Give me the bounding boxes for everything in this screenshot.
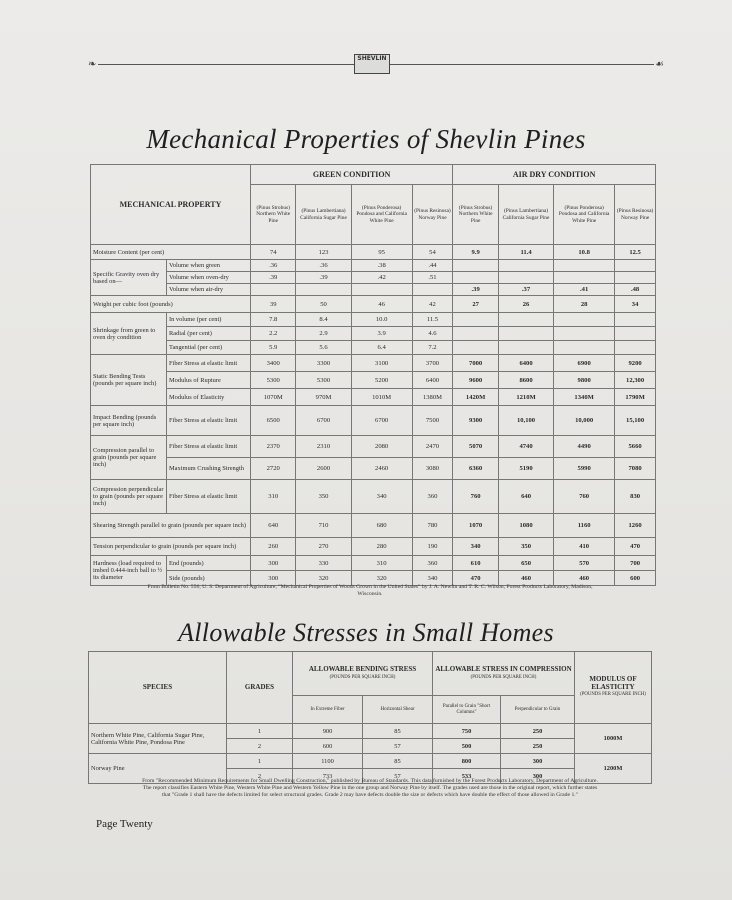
parallel-cell: 750	[433, 724, 501, 739]
value-cell: 640	[251, 514, 296, 538]
property-label: Moisture Content (per cent)	[91, 245, 251, 260]
value-cell: 330	[296, 556, 351, 571]
value-cell: 700	[615, 556, 656, 571]
property-sublabel: Fiber Stress at elastic limit	[167, 480, 251, 514]
group-air-header: AIR DRY CONDITION	[453, 165, 656, 185]
value-cell: 7000	[453, 355, 499, 372]
property-sublabel: Fiber Stress at elastic limit	[167, 355, 251, 372]
value-cell: .41	[554, 284, 615, 296]
value-cell: 340	[351, 480, 412, 514]
fiber-cell: 900	[293, 724, 363, 739]
value-cell	[498, 313, 553, 327]
value-cell: 11.5	[412, 313, 453, 327]
value-cell: 470	[453, 571, 499, 586]
property-group-label: Impact Bending (pounds per square inch)	[91, 406, 167, 436]
value-cell: 5660	[615, 436, 656, 458]
species-header: (Pinus Strobus) Northern White Pine	[453, 185, 499, 245]
perpendicular-grain-header: Perpendicular to Grain	[501, 696, 575, 724]
value-cell	[453, 272, 499, 284]
value-cell: 12.5	[615, 245, 656, 260]
property-group-label: Static Bending Tests (pounds per square inch)	[91, 355, 167, 406]
table-row	[91, 389, 656, 406]
property-sublabel: Modulus of Elasticity	[167, 389, 251, 406]
value-cell: .44	[412, 260, 453, 272]
value-cell: .48	[615, 284, 656, 296]
grade-cell: 1	[227, 724, 293, 739]
horizontal-shear-header: Horizontal Shear	[363, 696, 433, 724]
bending-stress-title: ALLOWABLE BENDING STRESS	[308, 665, 417, 673]
parallel-cell: 533	[433, 769, 501, 784]
value-cell: 1160	[554, 514, 615, 538]
value-cell	[498, 272, 553, 284]
ornament-left-icon: ❧	[88, 59, 97, 70]
value-cell: 460	[554, 571, 615, 586]
page-number: Page Twenty	[96, 818, 153, 830]
value-cell: .36	[251, 260, 296, 272]
value-cell: 5190	[498, 458, 553, 480]
value-cell: 9200	[615, 355, 656, 372]
shear-cell: 57	[363, 769, 433, 784]
extreme-fiber-header: In Extreme Fiber	[293, 696, 363, 724]
value-cell: 34	[615, 296, 656, 313]
table-row	[91, 538, 656, 556]
property-header: MECHANICAL PROPERTY	[91, 165, 251, 245]
perp-cell: 300	[501, 769, 575, 784]
value-cell: 8.4	[296, 313, 351, 327]
table-row	[91, 284, 656, 296]
value-cell: 42	[412, 296, 453, 313]
value-cell: 7.8	[251, 313, 296, 327]
species-cell: Norway Pine	[89, 754, 227, 784]
perp-cell: 250	[501, 739, 575, 754]
value-cell: 74	[251, 245, 296, 260]
modulus-cell: 1000M	[575, 724, 652, 754]
mechanical-properties-table	[90, 164, 656, 586]
property-group-label: Hardness (load required to imbed 0.444-inch ball to ½ its diameter	[91, 556, 167, 586]
value-cell: 2600	[296, 458, 351, 480]
property-group-label: Specific Gravity oven dry based on—	[91, 260, 167, 296]
value-cell: 54	[412, 245, 453, 260]
value-cell: 340	[412, 571, 453, 586]
value-cell: 2310	[296, 436, 351, 458]
species-header: (Pinus Resinosa) Norway Pine	[615, 185, 656, 245]
value-cell	[351, 284, 412, 296]
value-cell: 7.2	[412, 341, 453, 355]
shear-cell: 85	[363, 724, 433, 739]
value-cell: 95	[351, 245, 412, 260]
shear-cell: 57	[363, 739, 433, 754]
table-row	[91, 272, 656, 284]
value-cell: 5.9	[251, 341, 296, 355]
value-cell	[498, 327, 553, 341]
value-cell: 470	[615, 538, 656, 556]
value-cell: 320	[296, 571, 351, 586]
value-cell: 300	[251, 556, 296, 571]
value-cell: 123	[296, 245, 351, 260]
value-cell: 650	[498, 556, 553, 571]
table-row	[91, 296, 656, 313]
value-cell: 3400	[251, 355, 296, 372]
value-cell: 1070	[453, 514, 499, 538]
value-cell	[296, 284, 351, 296]
property-sublabel: Volume when oven-dry	[167, 272, 251, 284]
value-cell: 830	[615, 480, 656, 514]
value-cell: 7080	[615, 458, 656, 480]
property-sublabel: Modulus of Rupture	[167, 372, 251, 389]
value-cell: 2470	[412, 436, 453, 458]
property-sublabel: End (pounds)	[167, 556, 251, 571]
property-sublabel: Volume when air-dry	[167, 284, 251, 296]
value-cell: 11.4	[498, 245, 553, 260]
value-cell: 1340M	[554, 389, 615, 406]
value-cell: 310	[251, 480, 296, 514]
value-cell	[554, 260, 615, 272]
value-cell: 270	[296, 538, 351, 556]
value-cell: 50	[296, 296, 351, 313]
value-cell	[615, 341, 656, 355]
value-cell: 9800	[554, 372, 615, 389]
property-label: Tension perpendicular to grain (pounds per square inch)	[91, 538, 251, 556]
value-cell: 300	[251, 571, 296, 586]
value-cell: 6360	[453, 458, 499, 480]
value-cell: 710	[296, 514, 351, 538]
property-sublabel: Tangential (per cent)	[167, 341, 251, 355]
property-sublabel: In volume (per cent)	[167, 313, 251, 327]
value-cell: 5200	[351, 372, 412, 389]
value-cell: 2.9	[296, 327, 351, 341]
shear-cell: 85	[363, 754, 433, 769]
value-cell: 640	[498, 480, 553, 514]
species-header: (Pinus Resinosa) Norway Pine	[412, 185, 453, 245]
value-cell: .39	[453, 284, 499, 296]
fiber-cell: 733	[293, 769, 363, 784]
value-cell	[615, 260, 656, 272]
modulus-header	[575, 652, 652, 724]
value-cell	[615, 272, 656, 284]
allowable-stresses-table	[88, 651, 652, 784]
property-label: Shearing Strength parallel to grain (pounds per square inch)	[91, 514, 251, 538]
value-cell: 10,100	[498, 406, 553, 436]
value-cell: 2460	[351, 458, 412, 480]
value-cell: 280	[351, 538, 412, 556]
table-row	[91, 436, 656, 458]
value-cell: 350	[498, 538, 553, 556]
parallel-grain-header: Parallel to Grain "Short Columns"	[433, 696, 501, 724]
value-cell: 6.4	[351, 341, 412, 355]
value-cell: 5990	[554, 458, 615, 480]
value-cell: 310	[351, 556, 412, 571]
value-cell: 2080	[351, 436, 412, 458]
value-cell: .37	[498, 284, 553, 296]
value-cell: 460	[498, 571, 553, 586]
table-row	[91, 514, 656, 538]
value-cell: .38	[351, 260, 412, 272]
value-cell	[251, 284, 296, 296]
compression-stress-title: ALLOWABLE STRESS IN COMPRESSION	[435, 665, 572, 673]
perp-cell: 300	[501, 754, 575, 769]
value-cell: 10.0	[351, 313, 412, 327]
table-row	[91, 406, 656, 436]
value-cell	[615, 313, 656, 327]
value-cell: 9.9	[453, 245, 499, 260]
value-cell: 4740	[498, 436, 553, 458]
table-row	[91, 372, 656, 389]
value-cell: 1380M	[412, 389, 453, 406]
value-cell: 5070	[453, 436, 499, 458]
value-cell: 26	[498, 296, 553, 313]
value-cell: 360	[412, 556, 453, 571]
modulus-title: MODULUS OF ELASTICITY	[589, 675, 637, 691]
value-cell: 360	[412, 480, 453, 514]
value-cell: .51	[412, 272, 453, 284]
table-row	[91, 260, 656, 272]
property-group-label: Compression parallel to grain (pounds per square inch)	[91, 436, 167, 480]
parallel-cell: 800	[433, 754, 501, 769]
value-cell: 3.9	[351, 327, 412, 341]
value-cell: 4490	[554, 436, 615, 458]
table-row	[91, 327, 656, 341]
value-cell: 7500	[412, 406, 453, 436]
source-note-1: From Bulletin No. 556, U. S. Department of Agriculture, "Mechanical Properties of Woods Grown in the United States" by J. A. Newlin and T. R. C. Wilson, Forest Products Laboratory, Madison, Wisconsin.	[147, 584, 593, 597]
value-cell	[412, 284, 453, 296]
value-cell	[498, 341, 553, 355]
grade-cell: 1	[227, 754, 293, 769]
value-cell: 6500	[251, 406, 296, 436]
shevlin-logo: SHEVLIN	[354, 54, 390, 74]
species-column-header: SPECIES	[89, 652, 227, 724]
value-cell	[453, 327, 499, 341]
value-cell	[453, 341, 499, 355]
value-cell: 1210M	[498, 389, 553, 406]
bending-stress-header	[293, 652, 433, 696]
species-cell: Northern White Pine, California Sugar Pine, California White Pine, Pondosa Pine	[89, 724, 227, 754]
value-cell: 2720	[251, 458, 296, 480]
table-row	[91, 556, 656, 571]
value-cell: 6700	[296, 406, 351, 436]
value-cell: 3080	[412, 458, 453, 480]
value-cell: 1080	[498, 514, 553, 538]
value-cell: 1010M	[351, 389, 412, 406]
value-cell: 9600	[453, 372, 499, 389]
property-sublabel: Radial (per cent)	[167, 327, 251, 341]
value-cell: 5300	[296, 372, 351, 389]
value-cell: 10.8	[554, 245, 615, 260]
value-cell: 12,300	[615, 372, 656, 389]
compression-stress-header	[433, 652, 575, 696]
grade-cell: 2	[227, 739, 293, 754]
value-cell: 15,100	[615, 406, 656, 436]
table-row	[91, 355, 656, 372]
grade-cell: 2	[227, 769, 293, 784]
property-label: Weight per cubic foot (pounds)	[91, 296, 251, 313]
value-cell: 28	[554, 296, 615, 313]
value-cell: 6400	[412, 372, 453, 389]
value-cell	[554, 313, 615, 327]
value-cell	[554, 341, 615, 355]
grades-column-header: GRADES	[227, 652, 293, 724]
table-row	[91, 458, 656, 480]
table-row	[91, 480, 656, 514]
property-group-label: Shrinkage from green to oven dry condition	[91, 313, 167, 355]
value-cell: 680	[351, 514, 412, 538]
value-cell: 1790M	[615, 389, 656, 406]
value-cell	[453, 313, 499, 327]
modulus-unit: (POUNDS PER SQUARE INCH)	[580, 692, 646, 698]
value-cell: .39	[296, 272, 351, 284]
page-title: Mechanical Properties of Shevlin Pines	[146, 124, 586, 154]
perp-cell: 250	[501, 724, 575, 739]
value-cell: 6400	[498, 355, 553, 372]
value-cell: 340	[453, 538, 499, 556]
value-cell: 610	[453, 556, 499, 571]
value-cell	[554, 272, 615, 284]
ornament-right-icon: ☙	[655, 59, 664, 70]
property-sublabel: Fiber Stress at elastic limit	[167, 406, 251, 436]
value-cell: .36	[296, 260, 351, 272]
section-title: Allowable Stresses in Small Homes	[178, 618, 554, 647]
value-cell: 3700	[412, 355, 453, 372]
value-cell: 1070M	[251, 389, 296, 406]
table-row	[91, 245, 656, 260]
value-cell: 3300	[296, 355, 351, 372]
fiber-cell: 1100	[293, 754, 363, 769]
value-cell	[554, 327, 615, 341]
value-cell: 5300	[251, 372, 296, 389]
value-cell: 6900	[554, 355, 615, 372]
species-header: (Pinus Strobus) Northern White Pine	[251, 185, 296, 245]
value-cell: 190	[412, 538, 453, 556]
fiber-cell: 600	[293, 739, 363, 754]
property-group-label: Compression perpendicular to grain (pounds per square inch)	[91, 480, 167, 514]
value-cell: .42	[351, 272, 412, 284]
parallel-cell: 500	[433, 739, 501, 754]
property-sublabel: Maximum Crushing Strength	[167, 458, 251, 480]
value-cell: .39	[251, 272, 296, 284]
value-cell: 9300	[453, 406, 499, 436]
species-header: (Pinus Lambertiana) California Sugar Pine	[498, 185, 553, 245]
property-sublabel: Fiber Stress at elastic limit	[167, 436, 251, 458]
value-cell	[453, 260, 499, 272]
species-header: (Pinus Lambertiana) California Sugar Pine	[296, 185, 351, 245]
value-cell: 27	[453, 296, 499, 313]
property-sublabel: Side (pounds)	[167, 571, 251, 586]
group-green-header: GREEN CONDITION	[251, 165, 453, 185]
value-cell: 3100	[351, 355, 412, 372]
value-cell: 780	[412, 514, 453, 538]
table-row	[91, 313, 656, 327]
value-cell: 970M	[296, 389, 351, 406]
value-cell: 46	[351, 296, 412, 313]
value-cell: 1260	[615, 514, 656, 538]
value-cell	[498, 260, 553, 272]
value-cell: 760	[554, 480, 615, 514]
table-row	[91, 341, 656, 355]
value-cell: 5.6	[296, 341, 351, 355]
table-body	[91, 245, 656, 586]
value-cell	[615, 327, 656, 341]
value-cell: 570	[554, 556, 615, 571]
value-cell: 760	[453, 480, 499, 514]
species-header: (Pinus Ponderosa) Pondosa and California White Pine	[351, 185, 412, 245]
value-cell: 2370	[251, 436, 296, 458]
bending-stress-unit: (POUNDS PER SQUARE INCH)	[329, 674, 396, 680]
value-cell: 6700	[351, 406, 412, 436]
compression-stress-unit: (POUNDS PER SQUARE INCH)	[470, 674, 537, 680]
modulus-cell: 1200M	[575, 754, 652, 784]
value-cell: 39	[251, 296, 296, 313]
value-cell: 320	[351, 571, 412, 586]
value-cell: 2.2	[251, 327, 296, 341]
species-header: (Pinus Ponderosa) Pondosa and California White Pine	[554, 185, 615, 245]
value-cell: 10,000	[554, 406, 615, 436]
value-cell: 410	[554, 538, 615, 556]
value-cell: 1420M	[453, 389, 499, 406]
property-sublabel: Volume when green	[167, 260, 251, 272]
value-cell: 600	[615, 571, 656, 586]
value-cell: 4.6	[412, 327, 453, 341]
value-cell: 8600	[498, 372, 553, 389]
value-cell: 350	[296, 480, 351, 514]
value-cell: 260	[251, 538, 296, 556]
source-note-2: From "Recommended Minimum Requirements for Small Dwelling Construction," published by Bureau of Standards. This data furnished by the Forest Products Laboratory, Department of Agriculture. The report classifies Eastern White Pine, Western White Pine and Western Yellow Pine in the one group and Norway Pine by itself. The grades used are those in the original report, which further states that "Grade 1 shall have the defects limited for select structural grades. Grade 2 may have defects double the size or defects which have double the effect of those allowed in Grade 1."	[142, 778, 598, 798]
